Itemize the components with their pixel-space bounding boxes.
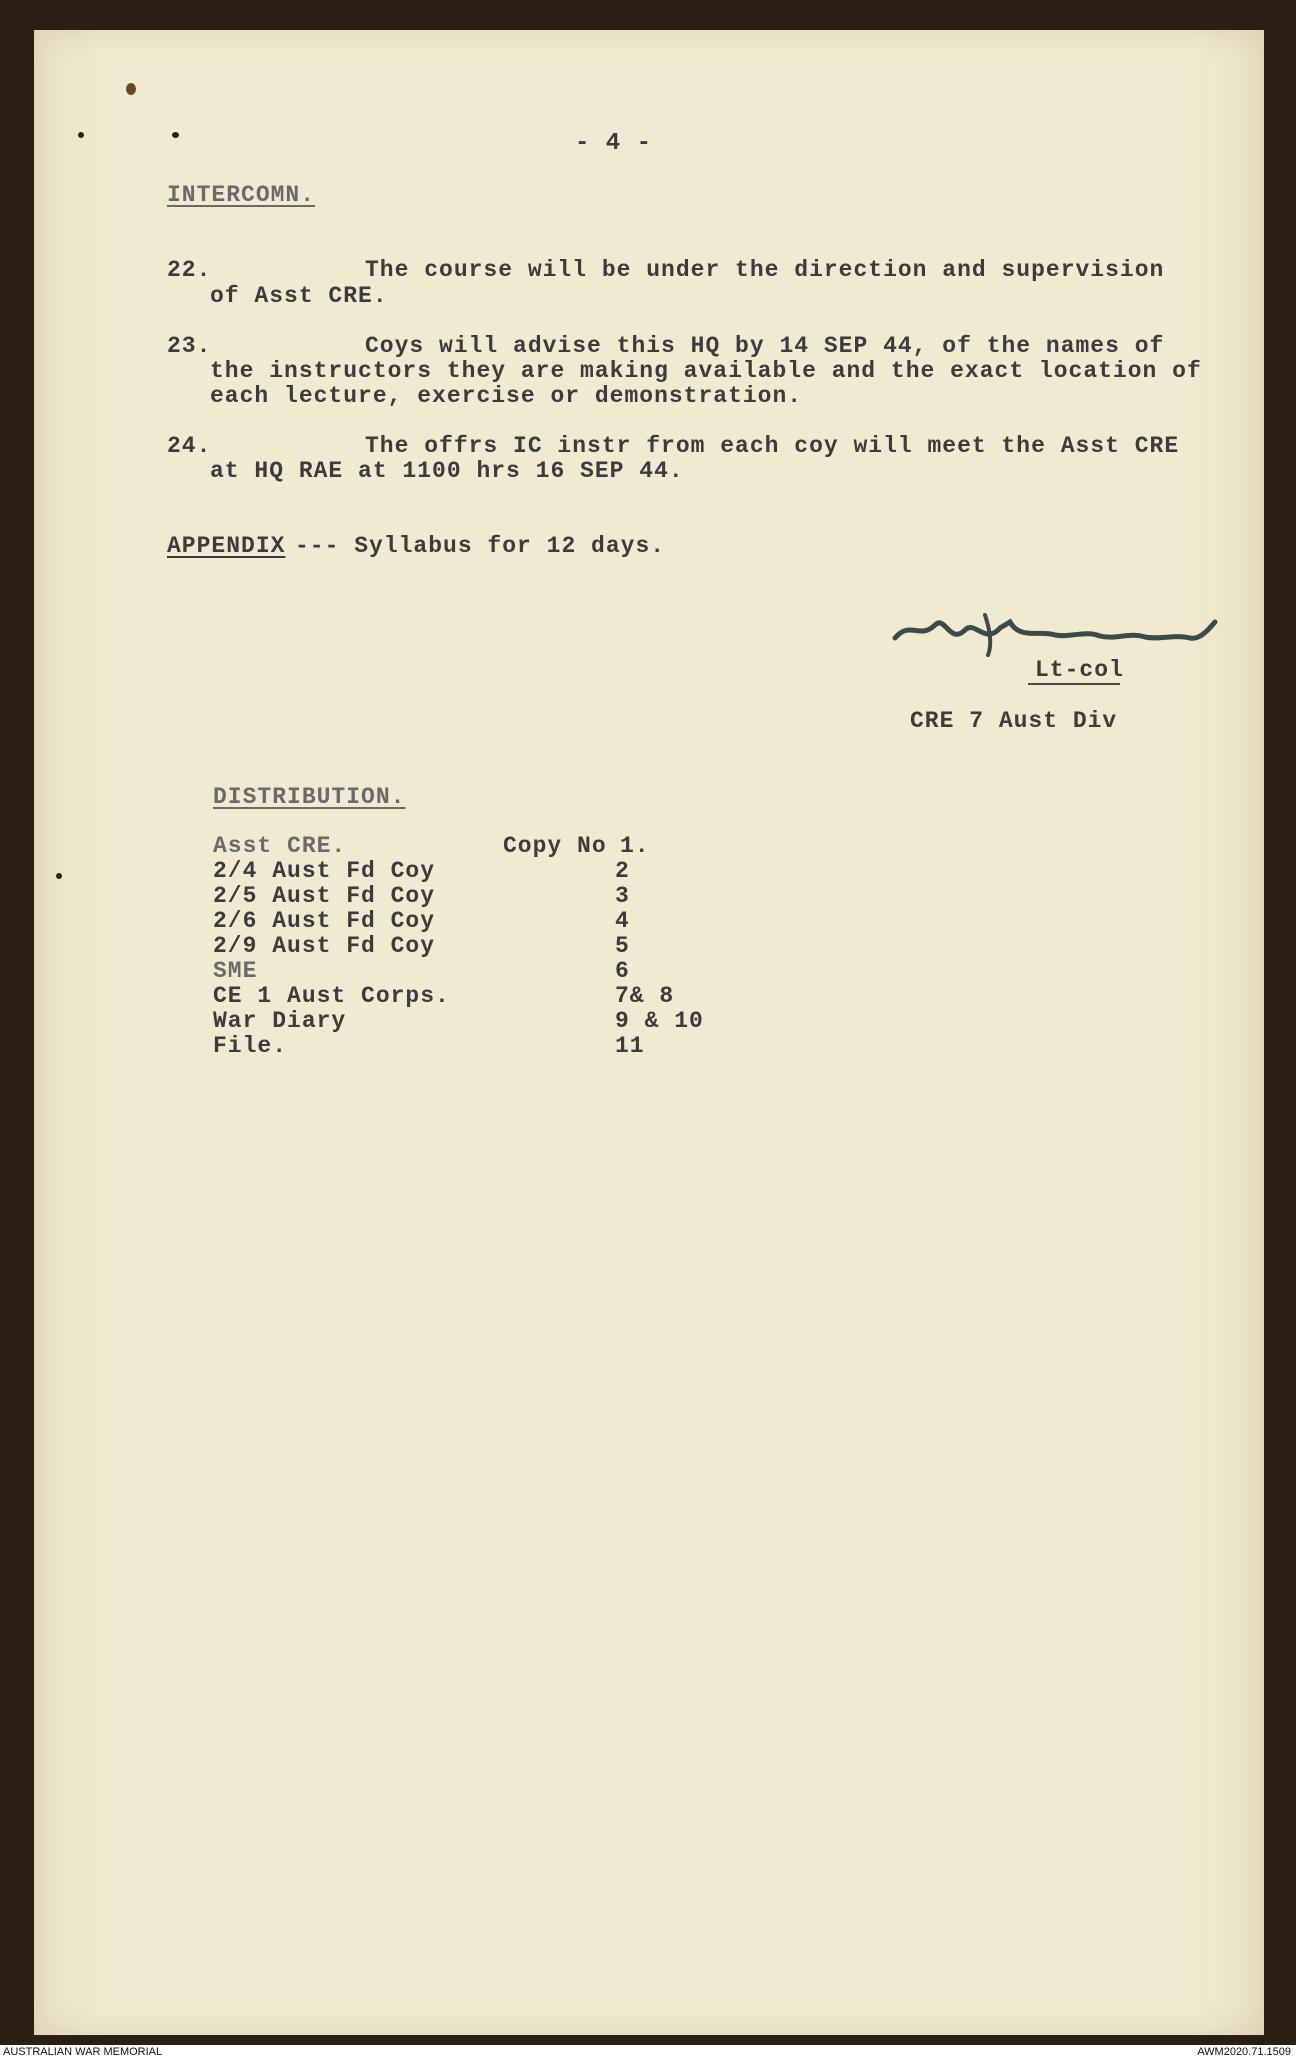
distribution-row-copy: 2 (615, 858, 630, 884)
punch-mark (78, 132, 84, 138)
punch-mark (172, 132, 179, 138)
paragraph-number: 22. (167, 257, 212, 283)
appendix-text: --- Syllabus for 12 days. (295, 533, 666, 559)
paragraph-line: at HQ RAE at 1100 hrs 16 SEP 44. (210, 458, 684, 484)
paragraph-line: Coys will advise this HQ by 14 SEP 44, of the names of (365, 333, 1165, 359)
stain-mark (126, 83, 136, 95)
paragraph-line: the instructors they are making available and the exact location of (210, 358, 1202, 384)
distribution-row-copy: 7& 8 (615, 983, 675, 1009)
distribution-row-name: 2/9 Aust Fd Coy (213, 933, 436, 959)
paragraph-line: each lecture, exercise or demonstration. (210, 383, 803, 409)
distribution-row-copy: 9 & 10 (615, 1008, 704, 1034)
paragraph-number: 24. (167, 433, 212, 459)
punch-mark (56, 873, 62, 879)
archive-footer-bar (0, 2045, 1296, 2061)
distribution-row-copy: 5 (615, 933, 630, 959)
signature-underline (1028, 683, 1120, 685)
distribution-row-name: 2/6 Aust Fd Coy (213, 908, 436, 934)
distribution-row-copy: 4 (615, 908, 630, 934)
distribution-row-name: CE 1 Aust Corps. (213, 983, 450, 1009)
page-number: - 4 - (575, 130, 653, 157)
signatory-appointment: CRE 7 Aust Div (910, 708, 1118, 734)
distribution-row-name: Asst CRE. (213, 833, 347, 859)
signatory-rank: Lt-col (1035, 657, 1124, 683)
distribution-row-name: War Diary (213, 1008, 347, 1034)
distribution-row-copy: 6 (615, 958, 630, 984)
accession-number: AWM2020.71.1509 (1197, 2046, 1291, 2058)
distribution-row-name: SME (213, 958, 258, 984)
paragraph-line: The course will be under the direction and supervision (365, 257, 1165, 283)
distribution-heading: DISTRIBUTION. (213, 784, 406, 810)
distribution-row-copy: 1. (620, 833, 650, 859)
archive-name: AUSTRALIAN WAR MEMORIAL (3, 2046, 163, 2058)
section-heading: INTERCOMN. (167, 182, 316, 208)
distribution-row-name: 2/4 Aust Fd Coy (213, 858, 436, 884)
distribution-row-name: File. (213, 1033, 288, 1059)
paragraph-number: 23. (167, 333, 212, 359)
distribution-row-copy: 3 (615, 883, 630, 909)
handwritten-signature (890, 600, 1230, 660)
appendix-label: APPENDIX (167, 533, 286, 559)
distribution-row-copy: 11 (615, 1033, 645, 1059)
paragraph-line: of Asst CRE. (210, 283, 388, 309)
copy-number-header: Copy No (503, 833, 607, 859)
distribution-row-name: 2/5 Aust Fd Coy (213, 883, 436, 909)
paragraph-line: The offrs IC instr from each coy will meet the Asst CRE (365, 433, 1180, 459)
